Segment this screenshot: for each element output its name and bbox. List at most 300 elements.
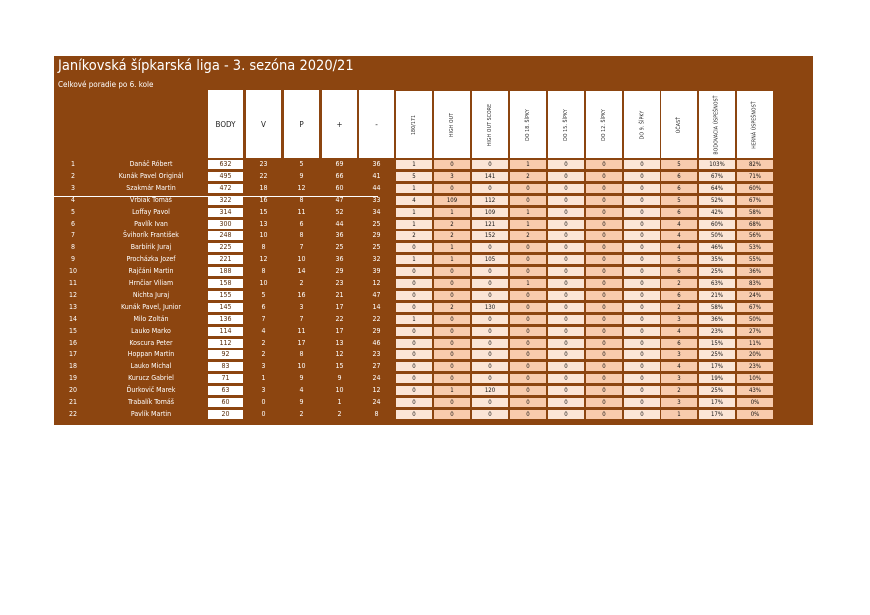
header-stat-2: [472, 91, 508, 158]
rank-cell: 18: [68, 362, 77, 371]
points-cell: 225: [208, 243, 243, 252]
stat-cell: 0: [586, 315, 622, 324]
table-row: [54, 397, 813, 408]
stat-cell: 0: [624, 255, 660, 264]
stat-cell: 0: [434, 398, 470, 407]
stat-cell: 0: [396, 398, 432, 407]
header-stat-label: DO 15. ŠÍPKY: [562, 108, 569, 141]
player-name: Szakmár Martin: [126, 183, 176, 192]
stat-cell: 68%: [737, 220, 773, 229]
rank-cell: 10: [68, 267, 77, 276]
stat-cell: 3: [434, 172, 470, 181]
header-stat-0: [396, 91, 432, 158]
stat-cell: 0: [434, 350, 470, 359]
score-cell: 23: [335, 279, 344, 287]
stat-cell: 3: [661, 315, 697, 324]
stat-cell: 1: [396, 160, 432, 169]
points-cell: 221: [208, 255, 243, 264]
stat-cell: 0: [472, 398, 508, 407]
stat-cell: 0: [624, 315, 660, 324]
stat-cell: 5: [661, 255, 697, 264]
header-body: BODY: [208, 90, 243, 158]
player-name: Procházka Jozef: [126, 255, 176, 264]
score-cell: 1: [337, 398, 342, 406]
stat-cell: 0: [624, 160, 660, 169]
score-cell: 6: [261, 302, 266, 311]
stat-cell: 3: [661, 350, 697, 359]
stat-cell: 0: [586, 160, 622, 169]
score-cell: 36: [335, 255, 344, 264]
stat-cell: 2: [661, 303, 697, 312]
stat-cell: 0: [396, 267, 432, 276]
stat-cell: 0: [472, 374, 508, 383]
stat-cell: 0: [434, 339, 470, 348]
stat-cell: 0: [510, 291, 546, 300]
header-stat-8: [699, 91, 735, 158]
stat-cell: 10%: [737, 374, 773, 383]
table-row: [54, 254, 813, 265]
stat-cell: 0: [624, 398, 660, 407]
stat-cell: 0: [586, 184, 622, 193]
table-row: [54, 361, 813, 372]
rank-cell: 2: [70, 171, 75, 180]
stat-cell: 0: [548, 398, 584, 407]
rank-cell: 11: [68, 279, 77, 287]
stat-cell: 0: [586, 339, 622, 348]
score-cell: 34: [372, 207, 381, 216]
stat-cell: 4: [661, 327, 697, 336]
stat-cell: 1: [396, 255, 432, 264]
stat-cell: 0: [586, 243, 622, 252]
stat-cell: 0: [510, 327, 546, 336]
stat-cell: 0: [510, 410, 546, 419]
header-stat-label: DO 18. ŠÍPKY: [524, 108, 531, 141]
score-cell: 7: [261, 314, 266, 323]
score-cell: 16: [259, 195, 268, 204]
score-cell: 13: [259, 219, 268, 228]
stat-cell: 103%: [699, 160, 735, 169]
stat-cell: 0: [472, 267, 508, 276]
stat-cell: 63%: [699, 279, 735, 288]
score-cell: 22: [335, 314, 344, 323]
stat-cell: 0: [396, 386, 432, 395]
score-cell: 15: [335, 362, 344, 371]
score-cell: 17: [335, 302, 344, 311]
stat-cell: 25%: [699, 350, 735, 359]
stat-cell: 0: [548, 315, 584, 324]
table-row: [54, 195, 813, 206]
points-cell: 112: [208, 339, 243, 348]
player-name: Koscura Peter: [129, 338, 173, 347]
stat-cell: 5: [661, 196, 697, 205]
score-cell: 13: [335, 338, 344, 347]
header-stat-label: HIGH OUT SCORE: [487, 103, 493, 146]
score-cell: 2: [299, 409, 304, 418]
rank-cell: 21: [68, 398, 77, 406]
stat-cell: 0: [510, 398, 546, 407]
stat-cell: 0: [548, 362, 584, 371]
stat-cell: 0: [586, 327, 622, 336]
stat-cell: 0: [624, 327, 660, 336]
stat-cell: 0: [624, 386, 660, 395]
stat-cell: 0: [624, 410, 660, 419]
score-cell: 44: [335, 219, 344, 228]
stat-cell: 0: [548, 386, 584, 395]
stat-cell: 121: [472, 220, 508, 229]
stat-cell: 2: [396, 231, 432, 240]
stat-cell: 0: [510, 315, 546, 324]
score-cell: 25: [372, 243, 381, 252]
score-cell: 69: [335, 160, 344, 168]
score-cell: 22: [259, 171, 268, 180]
rank-cell: 17: [68, 350, 77, 359]
stat-cell: 5: [396, 172, 432, 181]
score-cell: 29: [372, 231, 381, 240]
table-row: [54, 314, 813, 325]
header-v: V: [246, 90, 281, 158]
score-cell: 4: [299, 386, 304, 395]
stat-cell: 0: [548, 350, 584, 359]
stat-cell: 19%: [699, 374, 735, 383]
rank-cell: 8: [70, 243, 75, 252]
score-cell: 5: [261, 290, 266, 299]
stat-cell: 11%: [737, 339, 773, 348]
stat-cell: 0: [510, 184, 546, 193]
stat-cell: 4: [396, 196, 432, 205]
stat-cell: 25%: [699, 267, 735, 276]
stat-cell: 0: [624, 172, 660, 181]
stat-cell: 2: [661, 386, 697, 395]
stat-cell: 0: [472, 243, 508, 252]
stat-cell: 1: [510, 160, 546, 169]
stat-cell: 0: [434, 160, 470, 169]
rank-cell: 16: [68, 338, 77, 347]
points-cell: 155: [208, 291, 243, 300]
score-cell: 10: [259, 231, 268, 240]
stat-cell: 58%: [699, 303, 735, 312]
header-plus: +: [322, 90, 357, 158]
stat-cell: 0: [510, 374, 546, 383]
stat-cell: 112: [472, 196, 508, 205]
points-cell: 71: [208, 374, 243, 383]
stat-cell: 109: [434, 196, 470, 205]
score-cell: 22: [372, 314, 381, 323]
stat-cell: 0: [624, 243, 660, 252]
stat-cell: 0%: [737, 410, 773, 419]
stat-cell: 5: [661, 160, 697, 169]
stat-cell: 0: [434, 184, 470, 193]
stat-cell: 0: [510, 362, 546, 371]
score-cell: 36: [335, 231, 344, 240]
stat-cell: 6: [661, 291, 697, 300]
stat-cell: 0: [624, 267, 660, 276]
stat-cell: 0: [586, 374, 622, 383]
table-row: [54, 385, 813, 396]
score-cell: 21: [335, 290, 344, 299]
stat-cell: 0: [624, 208, 660, 217]
page-subtitle: Celkové poradie po 6. kole: [58, 80, 154, 89]
score-cell: 9: [299, 171, 304, 180]
stat-cell: 0: [396, 327, 432, 336]
player-name: Vrbiak Tomáš: [130, 195, 172, 204]
points-cell: 632: [208, 160, 243, 169]
player-name: Loffay Pavol: [132, 207, 170, 216]
score-cell: 15: [259, 207, 268, 216]
stat-cell: 0: [396, 303, 432, 312]
score-cell: 4: [261, 326, 266, 335]
stat-cell: 27%: [737, 327, 773, 336]
score-cell: 25: [372, 219, 381, 228]
stat-cell: 3: [661, 374, 697, 383]
stat-cell: 1: [510, 208, 546, 217]
header-stat-9: [737, 91, 773, 158]
stat-cell: 1: [510, 279, 546, 288]
score-cell: 12: [372, 279, 381, 287]
stat-cell: 6: [661, 339, 697, 348]
table-row: [54, 290, 813, 301]
table-row: [54, 159, 813, 170]
stat-cell: 56%: [737, 231, 773, 240]
points-cell: 92: [208, 350, 243, 359]
score-cell: 12: [297, 183, 306, 192]
table-row: [54, 242, 813, 253]
score-cell: 8: [261, 267, 266, 276]
stat-cell: 0: [434, 267, 470, 276]
stat-cell: 2: [434, 303, 470, 312]
score-cell: 29: [372, 326, 381, 335]
points-cell: 158: [208, 279, 243, 288]
stat-cell: 17%: [699, 410, 735, 419]
stat-cell: 67%: [737, 303, 773, 312]
stat-cell: 0: [434, 362, 470, 371]
stat-cell: 0: [624, 196, 660, 205]
stat-cell: 4: [661, 231, 697, 240]
points-cell: 495: [208, 172, 243, 181]
table-row: [54, 171, 813, 182]
score-cell: 60: [335, 183, 344, 192]
stat-cell: 0: [548, 160, 584, 169]
score-cell: 0: [261, 398, 266, 406]
stat-cell: 42%: [699, 208, 735, 217]
stat-cell: 0: [396, 374, 432, 383]
player-name: Danáč Róbert: [129, 160, 173, 168]
score-cell: 14: [297, 267, 306, 276]
table-row: [54, 409, 813, 420]
stat-cell: 105: [472, 255, 508, 264]
rank-cell: 12: [68, 290, 77, 299]
table-row: [54, 302, 813, 313]
stat-cell: 0: [586, 196, 622, 205]
stat-cell: 0: [396, 350, 432, 359]
stat-cell: 0: [548, 374, 584, 383]
stat-cell: 0: [586, 291, 622, 300]
stat-cell: 36%: [699, 315, 735, 324]
score-cell: 18: [259, 183, 268, 192]
stat-cell: 0: [624, 220, 660, 229]
score-cell: 3: [261, 386, 266, 395]
stat-cell: 1: [434, 255, 470, 264]
rank-cell: 1: [70, 160, 75, 168]
score-cell: 0: [261, 409, 266, 418]
stat-cell: 0: [624, 374, 660, 383]
score-cell: 8: [374, 409, 379, 418]
header-stat-label: HERNÁ ÚSPEŠNOSŤ: [752, 100, 759, 149]
stat-cell: 0: [586, 303, 622, 312]
stat-cell: 0: [510, 303, 546, 312]
rank-cell: 7: [70, 231, 75, 240]
header-stat-label: DO 12. ŠÍPKY: [600, 108, 607, 141]
points-cell: 136: [208, 315, 243, 324]
score-cell: 6: [299, 219, 304, 228]
stat-cell: 1: [661, 410, 697, 419]
score-cell: 2: [337, 409, 342, 418]
player-name: Pavlík Martin: [130, 409, 172, 418]
player-name: Ďurkovič Marek: [126, 386, 176, 395]
stat-cell: 1: [396, 208, 432, 217]
stat-cell: 52%: [699, 196, 735, 205]
player-name: Rajčáni Martin: [128, 267, 174, 276]
header-stat-label: DO 9. ŠÍPKY: [638, 110, 645, 139]
rank-cell: 22: [68, 409, 77, 418]
player-name: Kunák Pavel, Junior: [121, 302, 181, 311]
stat-cell: 0: [624, 184, 660, 193]
stat-cell: 0: [472, 315, 508, 324]
stat-cell: 0: [586, 267, 622, 276]
header-stat-label: HIGH OUT: [449, 112, 455, 137]
stat-cell: 0: [472, 410, 508, 419]
stat-cell: 0: [586, 255, 622, 264]
points-cell: 20: [208, 410, 243, 419]
points-cell: 145: [208, 303, 243, 312]
stat-cell: 0: [396, 279, 432, 288]
stat-cell: 0: [586, 350, 622, 359]
header-stat-1: [434, 91, 470, 158]
stat-cell: 50%: [699, 231, 735, 240]
header-stat-3: [510, 91, 546, 158]
stat-cell: 0%: [737, 398, 773, 407]
player-name: Barbírik Juraj: [130, 243, 172, 252]
stat-cell: 60%: [699, 220, 735, 229]
stat-cell: 36%: [737, 267, 773, 276]
stat-cell: 0: [548, 291, 584, 300]
stat-cell: 0: [586, 410, 622, 419]
stat-cell: 58%: [737, 208, 773, 217]
stat-cell: 6: [661, 172, 697, 181]
score-cell: 14: [372, 302, 381, 311]
table-row: [54, 207, 813, 218]
rank-cell: 14: [68, 314, 77, 323]
header-p: P: [284, 90, 319, 158]
score-cell: 44: [372, 183, 381, 192]
stat-cell: 0: [472, 327, 508, 336]
score-cell: 41: [372, 171, 381, 180]
stat-cell: 1: [434, 243, 470, 252]
header-minus: -: [359, 90, 394, 158]
header-stat-label: 180/171: [411, 114, 417, 135]
stat-cell: 2: [661, 279, 697, 288]
stat-cell: 25%: [699, 386, 735, 395]
stat-cell: 0: [510, 350, 546, 359]
header-stat-6: [624, 91, 660, 158]
score-cell: 12: [372, 386, 381, 395]
points-cell: 300: [208, 220, 243, 229]
stat-cell: 0: [472, 350, 508, 359]
stat-cell: 50%: [737, 315, 773, 324]
rank-cell: 9: [70, 255, 75, 264]
score-cell: 52: [335, 207, 344, 216]
score-cell: 7: [299, 314, 304, 323]
stat-cell: 0: [624, 350, 660, 359]
table-row: [54, 373, 813, 384]
stat-cell: 0: [624, 303, 660, 312]
stat-cell: 0: [548, 196, 584, 205]
points-cell: 314: [208, 208, 243, 217]
score-cell: 66: [335, 171, 344, 180]
stat-cell: 1: [396, 315, 432, 324]
score-cell: 29: [335, 267, 344, 276]
stat-cell: 0: [510, 386, 546, 395]
stat-cell: 1: [434, 386, 470, 395]
stat-cell: 2: [510, 231, 546, 240]
player-name: Milo Zoltán: [133, 314, 169, 323]
stat-cell: 120: [472, 386, 508, 395]
stat-cell: 21%: [699, 291, 735, 300]
score-cell: 10: [297, 255, 306, 264]
score-cell: 9: [299, 374, 304, 383]
stat-cell: 23%: [737, 362, 773, 371]
points-cell: 472: [208, 184, 243, 193]
stat-cell: 0: [510, 255, 546, 264]
points-cell: 248: [208, 231, 243, 240]
header-stat-5: [586, 91, 622, 158]
points-cell: 60: [208, 398, 243, 407]
score-cell: 10: [297, 362, 306, 371]
page-title: Janíkovská šípkarská liga - 3. sezóna 2020/21: [58, 58, 354, 74]
score-cell: 39: [372, 267, 381, 276]
table-row: [54, 338, 813, 349]
stat-cell: 20%: [737, 350, 773, 359]
stat-cell: 0: [548, 243, 584, 252]
stat-cell: 0: [548, 172, 584, 181]
stat-cell: 2: [434, 220, 470, 229]
stat-cell: 6: [661, 184, 697, 193]
score-cell: 12: [335, 350, 344, 359]
stat-cell: 67%: [699, 172, 735, 181]
points-cell: 83: [208, 362, 243, 371]
points-cell: 322: [208, 196, 243, 205]
stat-cell: 2: [434, 231, 470, 240]
score-cell: 5: [299, 160, 304, 168]
stat-cell: 0: [586, 386, 622, 395]
stat-cell: 0: [472, 184, 508, 193]
points-cell: 188: [208, 267, 243, 276]
stat-cell: 0: [434, 315, 470, 324]
stat-cell: 23%: [699, 327, 735, 336]
score-cell: 12: [259, 255, 268, 264]
score-cell: 3: [261, 362, 266, 371]
score-cell: 11: [297, 326, 306, 335]
rank-cell: 3: [70, 183, 75, 192]
score-cell: 47: [372, 290, 381, 299]
stat-cell: 0: [586, 279, 622, 288]
header-stat-7: [661, 91, 697, 158]
header-stat-label: ÚČASŤ: [676, 116, 682, 133]
player-name: Pavlík Ivan: [134, 219, 168, 228]
stat-cell: 43%: [737, 386, 773, 395]
stat-cell: 0: [396, 339, 432, 348]
stat-cell: 67%: [737, 196, 773, 205]
stat-cell: 0: [434, 327, 470, 336]
